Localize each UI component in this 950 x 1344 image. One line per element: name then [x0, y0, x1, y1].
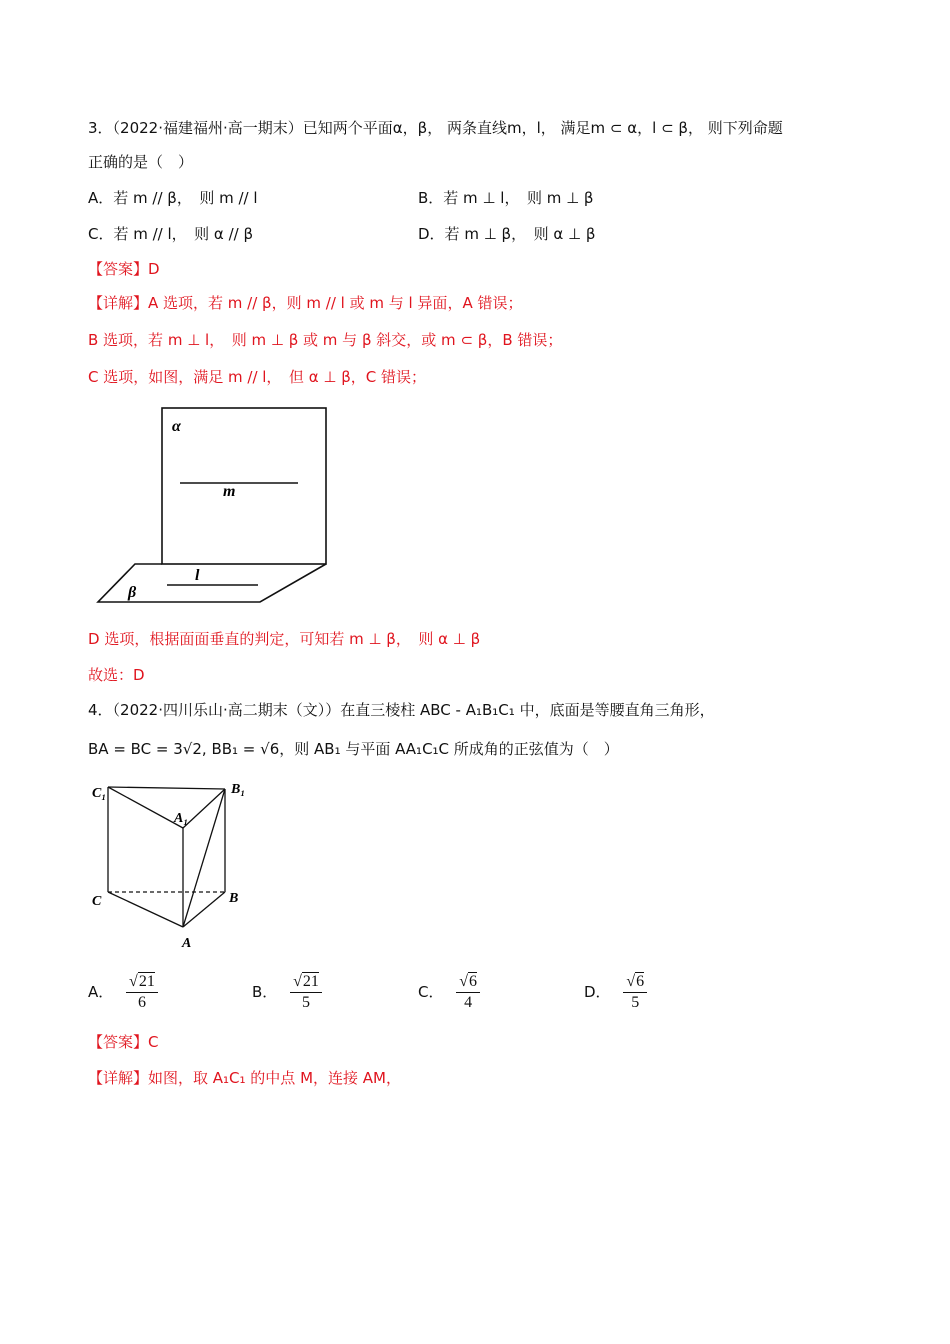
q4-option-d-fraction: $\frac{√6}{5}$ — [623, 972, 647, 1013]
q4-option-b — [252, 972, 322, 1013]
q4-stem-line1: 4．（2022·四川乐山·高二期末（文））在直三棱柱 ABC - A₁B₁C₁ 中，底面是等腰直角三角形， — [88, 701, 715, 719]
q4-stem-line2: BA = BC = 3√2, BB₁ = √6，则 AB₁ 与平面 AA₁C₁C 所成角的正弦值为（ ） — [88, 740, 619, 758]
q4-option-a — [88, 972, 158, 1013]
q4-option-b-label: B． — [252, 983, 278, 1001]
label-a: A — [182, 936, 192, 951]
q3-option-a: A．若 m // β， 则 m // l — [88, 189, 258, 207]
q3-stem-line1: 3．（2022·福建福州·高一期末）已知两个平面α，β， 两条直线m，l， 满足m ⊂ α，l ⊂ β， 则下列命题 — [88, 119, 783, 137]
q4-option-d-num: 6 — [636, 973, 645, 990]
q4-option-a-num: 21 — [138, 973, 155, 990]
label-a1: A₁ — [174, 811, 189, 826]
q3-detail-line4: D 选项，根据面面垂直的判定，可知若 m ⊥ β， 则 α ⊥ β — [88, 630, 481, 648]
q3-answer: 【答案】D — [88, 260, 160, 278]
q3-detail-line1: 【详解】A 选项，若 m // β，则 m // l 或 m 与 l 异面，A 错误； — [88, 294, 523, 312]
q4-prism-figure — [88, 775, 263, 955]
q4-option-b-num: 21 — [302, 973, 319, 990]
label-b: B — [229, 891, 239, 906]
q3-planes-figure — [90, 405, 335, 610]
q4-option-a-fraction: $\frac{√21}{6}$ — [126, 972, 158, 1013]
label-b1: B₁ — [231, 782, 246, 797]
q3-option-b: B．若 m ⊥ l， 则 m ⊥ β — [418, 189, 594, 207]
q4-option-a-label: A． — [88, 983, 114, 1001]
label-beta: β — [128, 584, 137, 601]
label-c: C — [92, 894, 102, 909]
label-c1: C₁ — [92, 786, 107, 801]
q4-option-b-den: 5 — [301, 994, 310, 1011]
q4-option-d-label: D． — [584, 983, 611, 1001]
q3-detail-line3: C 选项，如图，满足 m // l， 但 α ⊥ β，C 错误； — [88, 368, 427, 386]
label-l: l — [195, 567, 200, 584]
q3-stem-line2: 正确的是（ ） — [88, 153, 194, 171]
q4-detail: 【详解】如图，取 A₁C₁ 的中点 M，连接 AM， — [88, 1069, 401, 1087]
q4-option-d — [584, 972, 647, 1013]
q4-option-b-fraction: $\frac{√21}{5}$ — [290, 972, 322, 1013]
label-m: m — [223, 483, 236, 500]
q3-final: 故选：D — [88, 666, 145, 684]
q4-option-a-den: 6 — [137, 994, 146, 1011]
label-alpha: α — [172, 418, 181, 435]
q3-option-d: D．若 m ⊥ β， 则 α ⊥ β — [418, 225, 596, 243]
q4-option-d-den: 5 — [631, 994, 640, 1011]
q3-option-c: C．若 m // l， 则 α // β — [88, 225, 254, 243]
q4-option-c-label: C． — [418, 983, 444, 1001]
q4-option-c-num: 6 — [469, 973, 478, 990]
q4-option-c — [418, 972, 480, 1013]
q4-option-c-fraction: $\frac{√6}{4}$ — [456, 972, 480, 1013]
q3-detail-line2: B 选项，若 m ⊥ l， 则 m ⊥ β 或 m 与 β 斜交，或 m ⊂ β，B 错误； — [88, 331, 563, 349]
q4-option-c-den: 4 — [464, 994, 473, 1011]
q4-answer: 【答案】C — [88, 1033, 159, 1051]
plane-alpha-rect — [162, 408, 326, 564]
